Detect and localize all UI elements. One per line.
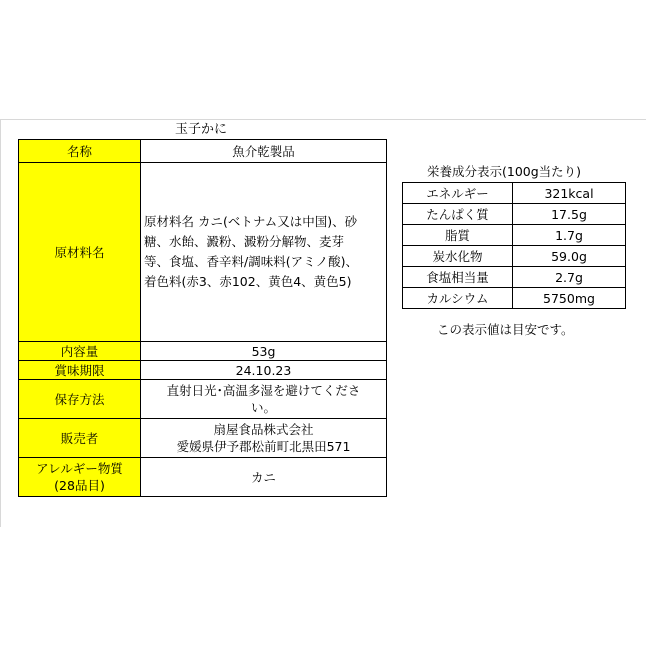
product-label-table bbox=[18, 139, 387, 497]
nutrition-name: 脂質 bbox=[403, 225, 513, 246]
label-key-best-before: 賞味期限 bbox=[19, 361, 141, 380]
label-key-storage: 保存方法 bbox=[19, 380, 141, 419]
label-value-best-before: 24.10.23 bbox=[141, 361, 387, 380]
nutrition-row bbox=[403, 267, 626, 288]
nutrition-row bbox=[403, 183, 626, 204]
ingredients-line: 糖、水飴、澱粉、澱粉分解物、麦芽 bbox=[144, 234, 345, 249]
nutrition-note: この表示値は目安です。 bbox=[437, 322, 574, 337]
nutrition-name: たんぱく質 bbox=[403, 204, 513, 225]
label-row-storage bbox=[19, 380, 387, 419]
label-row-ingredients bbox=[19, 163, 387, 342]
ingredients-line: 原材料名 カニ(ベトナム又は中国)、砂 bbox=[144, 214, 358, 229]
frame-line-left bbox=[0, 119, 1, 527]
allergen-key-line: (28品目) bbox=[54, 478, 105, 493]
ingredients-line: 着色料(赤3、赤102、黄色4、黄色5) bbox=[144, 274, 352, 289]
label-row-best-before bbox=[19, 361, 387, 380]
nutrition-name: 食塩相当量 bbox=[403, 267, 513, 288]
nutrition-name: エネルギー bbox=[403, 183, 513, 204]
label-key-allergens bbox=[19, 458, 141, 497]
nutrition-name: カルシウム bbox=[403, 288, 513, 309]
storage-line: い。 bbox=[250, 400, 276, 415]
product-title: 玉子かに bbox=[175, 122, 228, 137]
label-key-volume: 内容量 bbox=[19, 342, 141, 361]
nutrition-value: 17.5g bbox=[513, 204, 626, 225]
nutrition-value: 59.0g bbox=[513, 246, 626, 267]
label-value-ingredients bbox=[141, 163, 387, 342]
nutrition-table bbox=[402, 182, 626, 309]
storage-line: 直射日光･高温多湿を避けてくださ bbox=[166, 383, 361, 398]
nutrition-value: 1.7g bbox=[513, 225, 626, 246]
nutrition-value: 5750mg bbox=[513, 288, 626, 309]
nutrition-row bbox=[403, 288, 626, 309]
label-value-name: 魚介乾製品 bbox=[141, 140, 387, 163]
ingredients-line: 等、食塩、香辛料/調味料(アミノ酸)、 bbox=[144, 254, 358, 269]
label-value-allergens: カニ bbox=[141, 458, 387, 497]
nutrition-name: 炭水化物 bbox=[403, 246, 513, 267]
nutrition-row bbox=[403, 246, 626, 267]
label-row-seller bbox=[19, 419, 387, 458]
label-row-volume bbox=[19, 342, 387, 361]
allergen-key-line: アレルギー物質 bbox=[36, 461, 123, 476]
nutrition-value: 321kcal bbox=[513, 183, 626, 204]
nutrition-row bbox=[403, 225, 626, 246]
label-row-name bbox=[19, 140, 387, 163]
label-row-allergens bbox=[19, 458, 387, 497]
label-value-volume: 53g bbox=[141, 342, 387, 361]
nutrition-row bbox=[403, 204, 626, 225]
label-key-name: 名称 bbox=[19, 140, 141, 163]
label-value-seller bbox=[141, 419, 387, 458]
frame-line-top bbox=[0, 119, 646, 120]
label-key-seller: 販売者 bbox=[19, 419, 141, 458]
label-value-storage bbox=[141, 380, 387, 419]
seller-line: 扇屋食品株式会社 bbox=[213, 422, 314, 437]
label-key-ingredients: 原材料名 bbox=[19, 163, 141, 342]
nutrition-title: 栄養成分表示(100g当たり) bbox=[427, 164, 582, 179]
nutrition-value: 2.7g bbox=[513, 267, 626, 288]
seller-line: 愛媛県伊予郡松前町北黒田571 bbox=[176, 439, 351, 454]
